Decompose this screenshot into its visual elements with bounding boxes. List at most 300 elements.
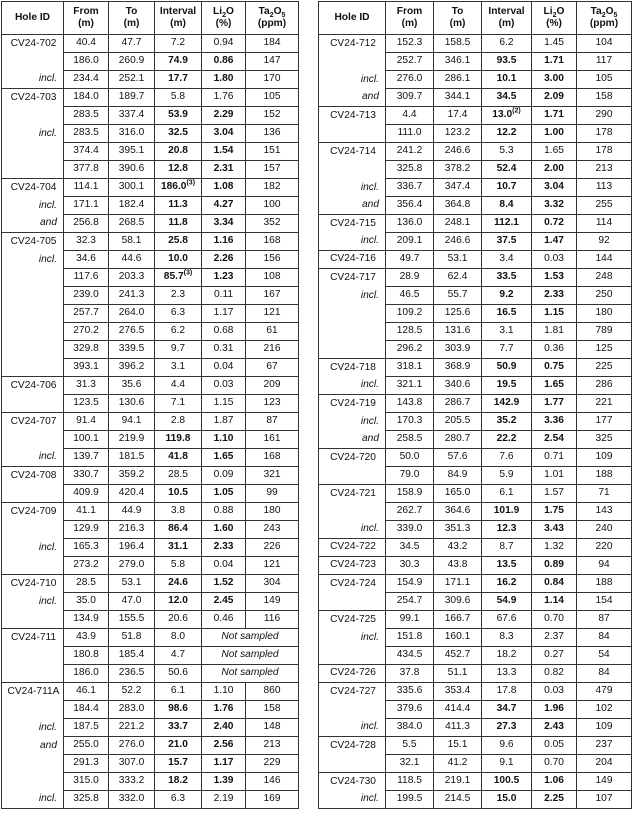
li2o-cell: 3.04	[202, 125, 246, 143]
interval-qualifier: incl.	[360, 721, 379, 732]
hole-id-cell	[319, 449, 386, 467]
from-cell: 30.3	[386, 557, 434, 575]
hole-id: CV24-720	[330, 451, 376, 463]
interval-cell	[155, 737, 202, 755]
interval-cell	[155, 629, 202, 647]
hole-id-cell	[2, 359, 64, 377]
hole-id-cell	[319, 701, 386, 719]
ta2o5-cell: 213	[246, 737, 299, 755]
interval-cell	[155, 161, 202, 179]
to-cell: 221.2	[109, 719, 155, 737]
li2o-cell: 3.04	[532, 179, 577, 197]
from-cell: 128.5	[386, 323, 434, 341]
li2o-cell: 2.54	[532, 431, 577, 449]
to-cell: 51.8	[109, 629, 155, 647]
hole-id: CV24-717	[330, 271, 376, 283]
hole-id: CV24-730	[330, 775, 376, 787]
table-row	[319, 53, 632, 71]
interval-qualifier: incl.	[360, 181, 379, 193]
ta2o5-cell: 123	[246, 395, 299, 413]
hole-id: CV24-727	[330, 685, 376, 697]
from-cell: 318.1	[386, 359, 434, 377]
li2o-cell: 0.94	[202, 35, 246, 53]
interval-value: 18.2	[496, 649, 517, 660]
interval-value: 4.7	[170, 649, 186, 660]
from-cell: 330.7	[64, 467, 109, 485]
not-sampled-cell: Not sampled	[202, 665, 299, 683]
table-row	[2, 449, 299, 467]
interval-value: 13.3	[496, 667, 517, 678]
table-row	[319, 161, 632, 179]
interval-value: 35.2	[496, 415, 517, 426]
from-cell: 34.5	[386, 539, 434, 557]
table-row	[319, 737, 632, 755]
footnote-marker: (2)	[512, 107, 521, 115]
interval-cell	[155, 539, 202, 557]
ta2o5-cell: 61	[246, 323, 299, 341]
ta2o5-cell: 121	[246, 305, 299, 323]
table-row	[2, 737, 299, 755]
ta2o5-cell: 109	[577, 449, 632, 467]
to-cell: 411.3	[434, 719, 482, 737]
li2o-cell: 1.15	[202, 395, 246, 413]
interval-cell	[155, 683, 202, 701]
hole-id-cell	[319, 755, 386, 773]
table-row	[2, 341, 299, 359]
from-cell: 139.7	[64, 449, 109, 467]
hole-id-cell	[319, 287, 386, 305]
interval-value: 12.3	[496, 523, 517, 534]
to-cell: 203.3	[109, 269, 155, 287]
hole-id-cell	[319, 773, 386, 791]
interval-cell	[482, 35, 532, 53]
interval-value: 6.3	[170, 307, 186, 318]
from-cell: 151.8	[386, 629, 434, 647]
col-header-hole-id: Hole ID	[2, 2, 64, 35]
ta2o5-cell: 116	[246, 611, 299, 629]
li2o-cell: 1.05	[202, 485, 246, 503]
interval-qualifier: and	[362, 199, 379, 210]
li2o-cell: 1.87	[202, 413, 246, 431]
li2o-cell: 0.89	[532, 557, 577, 575]
interval-value: 186.0	[160, 181, 187, 192]
ta2o5-cell: 108	[246, 269, 299, 287]
from-cell: 91.4	[64, 413, 109, 431]
interval-cell	[155, 269, 202, 287]
hole-id-cell	[319, 125, 386, 143]
interval-cell	[482, 791, 532, 809]
interval-value: 19.5	[496, 379, 517, 390]
interval-value: 119.8	[165, 433, 191, 444]
li2o-cell: 0.31	[202, 341, 246, 359]
from-cell: 409.9	[64, 485, 109, 503]
to-cell: 300.1	[109, 179, 155, 197]
li2o-cell: 0.46	[202, 611, 246, 629]
table-row	[319, 143, 632, 161]
ta2o5-cell: 184	[246, 35, 299, 53]
li2o-cell: 1.76	[202, 89, 246, 107]
table-row	[2, 305, 299, 323]
interval-value: 10.7	[496, 181, 517, 192]
interval-cell	[155, 305, 202, 323]
col-header-li2o: $Li_2O$ (%)	[202, 2, 246, 35]
interval-cell	[155, 467, 202, 485]
interval-value: 3.1	[499, 325, 514, 336]
interval-cell	[482, 629, 532, 647]
hole-id: CV24-708	[10, 469, 57, 481]
interval-qualifier: incl.	[38, 721, 57, 733]
interval-cell	[155, 89, 202, 107]
li2o-cell: 1.10	[202, 431, 246, 449]
to-cell: 47.7	[109, 35, 155, 53]
interval-value: 3.4	[499, 253, 514, 264]
hole-id-cell	[319, 737, 386, 755]
interval-value: 3.8	[170, 505, 186, 516]
interval-cell	[482, 719, 532, 737]
li2o-cell: 4.27	[202, 197, 246, 215]
to-cell: 333.2	[109, 773, 155, 791]
hole-id: CV24-702	[10, 37, 57, 49]
to-cell: 43.2	[434, 539, 482, 557]
interval-cell	[482, 701, 532, 719]
interval-cell	[482, 341, 532, 359]
hole-id: CV24-728	[330, 739, 376, 751]
table-row	[2, 89, 299, 107]
from-cell: 118.5	[386, 773, 434, 791]
ta2o5-cell: 221	[577, 395, 632, 413]
interval-value: 101.9	[493, 505, 520, 516]
hole-id-cell	[2, 647, 64, 665]
to-cell: 396.2	[109, 359, 155, 377]
table-row	[319, 665, 632, 683]
interval-cell	[155, 377, 202, 395]
interval-value: 7.6	[499, 451, 514, 462]
li2o-cell: 3.43	[532, 521, 577, 539]
interval-cell	[155, 557, 202, 575]
li2o-cell: 1.54	[202, 143, 246, 161]
interval-cell	[482, 215, 532, 233]
table-row	[2, 143, 299, 161]
interval-qualifier: incl.	[38, 73, 57, 84]
interval-cell	[155, 755, 202, 773]
hole-id-cell	[319, 305, 386, 323]
interval-cell	[155, 701, 202, 719]
from-cell: 276.0	[386, 71, 434, 89]
li2o-cell: 3.36	[532, 413, 577, 431]
from-cell: 46.1	[64, 683, 109, 701]
to-cell: 160.1	[434, 629, 482, 647]
interval-value: 10.0	[168, 253, 188, 264]
interval-cell	[482, 359, 532, 377]
interval-qualifier: incl.	[38, 595, 57, 607]
hole-id-cell	[319, 467, 386, 485]
to-cell: 130.6	[109, 395, 155, 413]
hole-id-cell	[2, 701, 64, 719]
li2o-cell: 2.43	[532, 719, 577, 737]
ta2o5-cell: 286	[577, 377, 632, 395]
hole-id-cell	[2, 341, 64, 359]
li2o-cell: 2.56	[202, 737, 246, 755]
interval-value: 33.5	[496, 271, 517, 282]
hole-id-cell	[319, 107, 386, 125]
from-cell: 184.0	[64, 89, 109, 107]
li2o-cell: 2.00	[532, 161, 577, 179]
from-cell: 283.5	[64, 107, 109, 125]
ta2o5-cell: 167	[246, 287, 299, 305]
from-cell: 143.8	[386, 395, 434, 413]
interval-value: 11.3	[168, 199, 188, 210]
interval-cell	[155, 71, 202, 89]
interval-value: 6.1	[499, 487, 514, 498]
interval-cell	[482, 305, 532, 323]
table-row	[319, 755, 632, 773]
ta2o5-cell: 147	[246, 53, 299, 71]
interval-cell	[155, 791, 202, 809]
to-cell: 125.6	[434, 305, 482, 323]
ta2o5-cell: 161	[246, 431, 299, 449]
to-cell: 241.3	[109, 287, 155, 305]
to-cell: 123.2	[434, 125, 482, 143]
interval-cell	[155, 449, 202, 467]
hole-id-cell	[2, 197, 64, 215]
interval-value: 22.2	[496, 433, 517, 444]
li2o-cell: 1.81	[532, 323, 577, 341]
from-cell: 117.6	[64, 269, 109, 287]
from-cell: 4.4	[386, 107, 434, 125]
to-cell: 303.9	[434, 341, 482, 359]
ta2o5-cell: 229	[246, 755, 299, 773]
table-row	[2, 467, 299, 485]
table-row	[2, 575, 299, 593]
from-cell: 123.5	[64, 395, 109, 413]
table-row	[319, 71, 632, 89]
interval-cell	[482, 233, 532, 251]
interval-qualifier: incl.	[360, 379, 379, 390]
from-cell: 32.1	[386, 755, 434, 773]
interval-value: 34.5	[496, 91, 517, 102]
table-row	[2, 287, 299, 305]
hole-id-cell	[319, 413, 386, 431]
li2o-cell: 0.03	[202, 377, 246, 395]
table-row	[2, 233, 299, 251]
ta2o5-cell: 182	[246, 179, 299, 197]
ta2o5-cell: 94	[577, 557, 632, 575]
hole-id-cell	[2, 503, 64, 521]
ta2o5-cell: 104	[577, 35, 632, 53]
ta2o5-cell: 248	[577, 269, 632, 287]
ta2o5-cell: 479	[577, 683, 632, 701]
table-row	[2, 269, 299, 287]
to-cell: 276.5	[109, 323, 155, 341]
ta2o5-cell: 304	[246, 575, 299, 593]
interval-qualifier: incl.	[360, 793, 379, 804]
interval-cell	[482, 647, 532, 665]
table-row	[319, 233, 632, 251]
hole-id: CV24-719	[330, 397, 376, 409]
to-cell: 43.8	[434, 557, 482, 575]
to-cell: 351.3	[434, 521, 482, 539]
ta2o5-cell: 325	[577, 431, 632, 449]
interval-value: 6.1	[170, 685, 186, 696]
table-row	[319, 629, 632, 647]
hole-id-cell	[2, 125, 64, 143]
li2o-cell: 0.09	[202, 467, 246, 485]
hole-id-cell	[319, 611, 386, 629]
from-cell: 315.0	[64, 773, 109, 791]
hole-id: CV24-711	[10, 631, 57, 643]
to-cell: 280.7	[434, 431, 482, 449]
li2o-cell: 1.71	[532, 107, 577, 125]
from-cell: 329.8	[64, 341, 109, 359]
ta2o5-cell: 152	[246, 107, 299, 125]
to-cell: 17.4	[434, 107, 482, 125]
interval-value: 4.4	[170, 379, 186, 390]
interval-cell	[482, 89, 532, 107]
table-row	[2, 485, 299, 503]
li2o-cell: 2.09	[532, 89, 577, 107]
table-row	[2, 125, 299, 143]
hole-id-cell	[2, 575, 64, 593]
li2o-cell: 0.68	[202, 323, 246, 341]
interval-value: 9.6	[499, 739, 514, 750]
li2o-cell: 0.70	[532, 755, 577, 773]
hole-id-cell	[2, 557, 64, 575]
interval-cell	[482, 53, 532, 71]
to-cell: 84.9	[434, 467, 482, 485]
to-cell: 395.1	[109, 143, 155, 161]
hole-id: CV24-709	[10, 505, 57, 517]
interval-value: 6.2	[170, 325, 186, 336]
hole-id-cell	[2, 431, 64, 449]
hole-id-cell	[2, 755, 64, 773]
from-cell: 109.2	[386, 305, 434, 323]
hole-id-cell	[2, 485, 64, 503]
interval-cell	[482, 107, 532, 125]
interval-cell	[155, 287, 202, 305]
to-cell: 246.6	[434, 233, 482, 251]
li2o-cell: 1.15	[532, 305, 577, 323]
li2o-cell: 0.71	[532, 449, 577, 467]
ta2o5-cell: 178	[577, 125, 632, 143]
col-header-to: To (m)	[109, 2, 155, 35]
li2o-cell: 1.75	[532, 503, 577, 521]
interval-cell	[482, 521, 532, 539]
col-header-ta2o5: $Ta_2O_5$ (ppm)	[246, 2, 299, 35]
interval-value: 15.7	[168, 757, 188, 768]
ta2o5-cell: 107	[577, 791, 632, 809]
li2o-cell: 0.27	[532, 647, 577, 665]
hole-id-cell	[319, 179, 386, 197]
ta2o5-cell: 209	[246, 377, 299, 395]
hole-id-cell	[319, 593, 386, 611]
interval-value: 8.4	[499, 199, 514, 210]
hole-id-cell	[319, 521, 386, 539]
to-cell: 219.1	[434, 773, 482, 791]
ta2o5-cell: 789	[577, 323, 632, 341]
from-cell: 258.5	[386, 431, 434, 449]
table-row	[319, 719, 632, 737]
table-row	[319, 269, 632, 287]
table-row	[2, 179, 299, 197]
hole-id-cell	[319, 557, 386, 575]
table-row	[2, 791, 299, 809]
interval-cell	[482, 179, 532, 197]
li2o-cell: 1.60	[202, 521, 246, 539]
from-cell: 152.3	[386, 35, 434, 53]
ta2o5-cell: 157	[246, 161, 299, 179]
ta2o5-cell: 255	[577, 197, 632, 215]
li2o-cell: 1.47	[532, 233, 577, 251]
hole-id-cell	[319, 665, 386, 683]
interval-value: 52.4	[496, 163, 517, 174]
to-cell: 268.5	[109, 215, 155, 233]
footnote-marker: (3)	[183, 269, 193, 277]
interval-cell	[155, 341, 202, 359]
interval-cell	[155, 773, 202, 791]
li2o-cell: 2.40	[202, 719, 246, 737]
table-row	[319, 251, 632, 269]
from-cell: 158.9	[386, 485, 434, 503]
to-cell: 264.0	[109, 305, 155, 323]
table-row	[319, 341, 632, 359]
table-row	[319, 575, 632, 593]
ta2o5-cell: 67	[246, 359, 299, 377]
table-row	[319, 89, 632, 107]
hole-id-cell	[2, 791, 64, 809]
interval-cell	[155, 143, 202, 161]
interval-value: 5.8	[170, 559, 186, 570]
interval-cell	[155, 593, 202, 611]
ta2o5-cell: 84	[577, 629, 632, 647]
col-header-interval: Interval (m)	[155, 2, 202, 35]
to-cell: 347.4	[434, 179, 482, 197]
li2o-cell: 1.65	[532, 377, 577, 395]
hole-id-cell	[319, 377, 386, 395]
hole-id: CV24-707	[10, 415, 57, 427]
interval-cell	[482, 755, 532, 773]
interval-cell	[482, 503, 532, 521]
table-row	[319, 467, 632, 485]
interval-cell	[482, 323, 532, 341]
hole-id-cell	[2, 323, 64, 341]
from-cell: 49.7	[386, 251, 434, 269]
to-cell: 53.1	[434, 251, 482, 269]
hole-id-cell	[2, 539, 64, 557]
from-cell: 434.5	[386, 647, 434, 665]
ta2o5-cell: 121	[246, 557, 299, 575]
from-cell: 374.4	[64, 143, 109, 161]
to-cell: 205.5	[434, 413, 482, 431]
from-cell: 256.8	[64, 215, 109, 233]
interval-value: 53.9	[168, 109, 188, 120]
li2o-cell: 1.08	[202, 179, 246, 197]
from-cell: 309.7	[386, 89, 434, 107]
li2o-cell: 0.04	[202, 557, 246, 575]
to-cell: 58.1	[109, 233, 155, 251]
to-cell: 15.1	[434, 737, 482, 755]
to-cell: 364.8	[434, 197, 482, 215]
from-cell: 31.3	[64, 377, 109, 395]
interval-value: 17.8	[496, 685, 517, 696]
from-cell: 257.7	[64, 305, 109, 323]
li2o-cell: 2.33	[202, 539, 246, 557]
table-row	[319, 107, 632, 125]
ta2o5-cell: 87	[577, 611, 632, 629]
to-cell: 182.4	[109, 197, 155, 215]
from-cell: 393.1	[64, 359, 109, 377]
li2o-cell: 2.45	[202, 593, 246, 611]
interval-cell	[155, 485, 202, 503]
